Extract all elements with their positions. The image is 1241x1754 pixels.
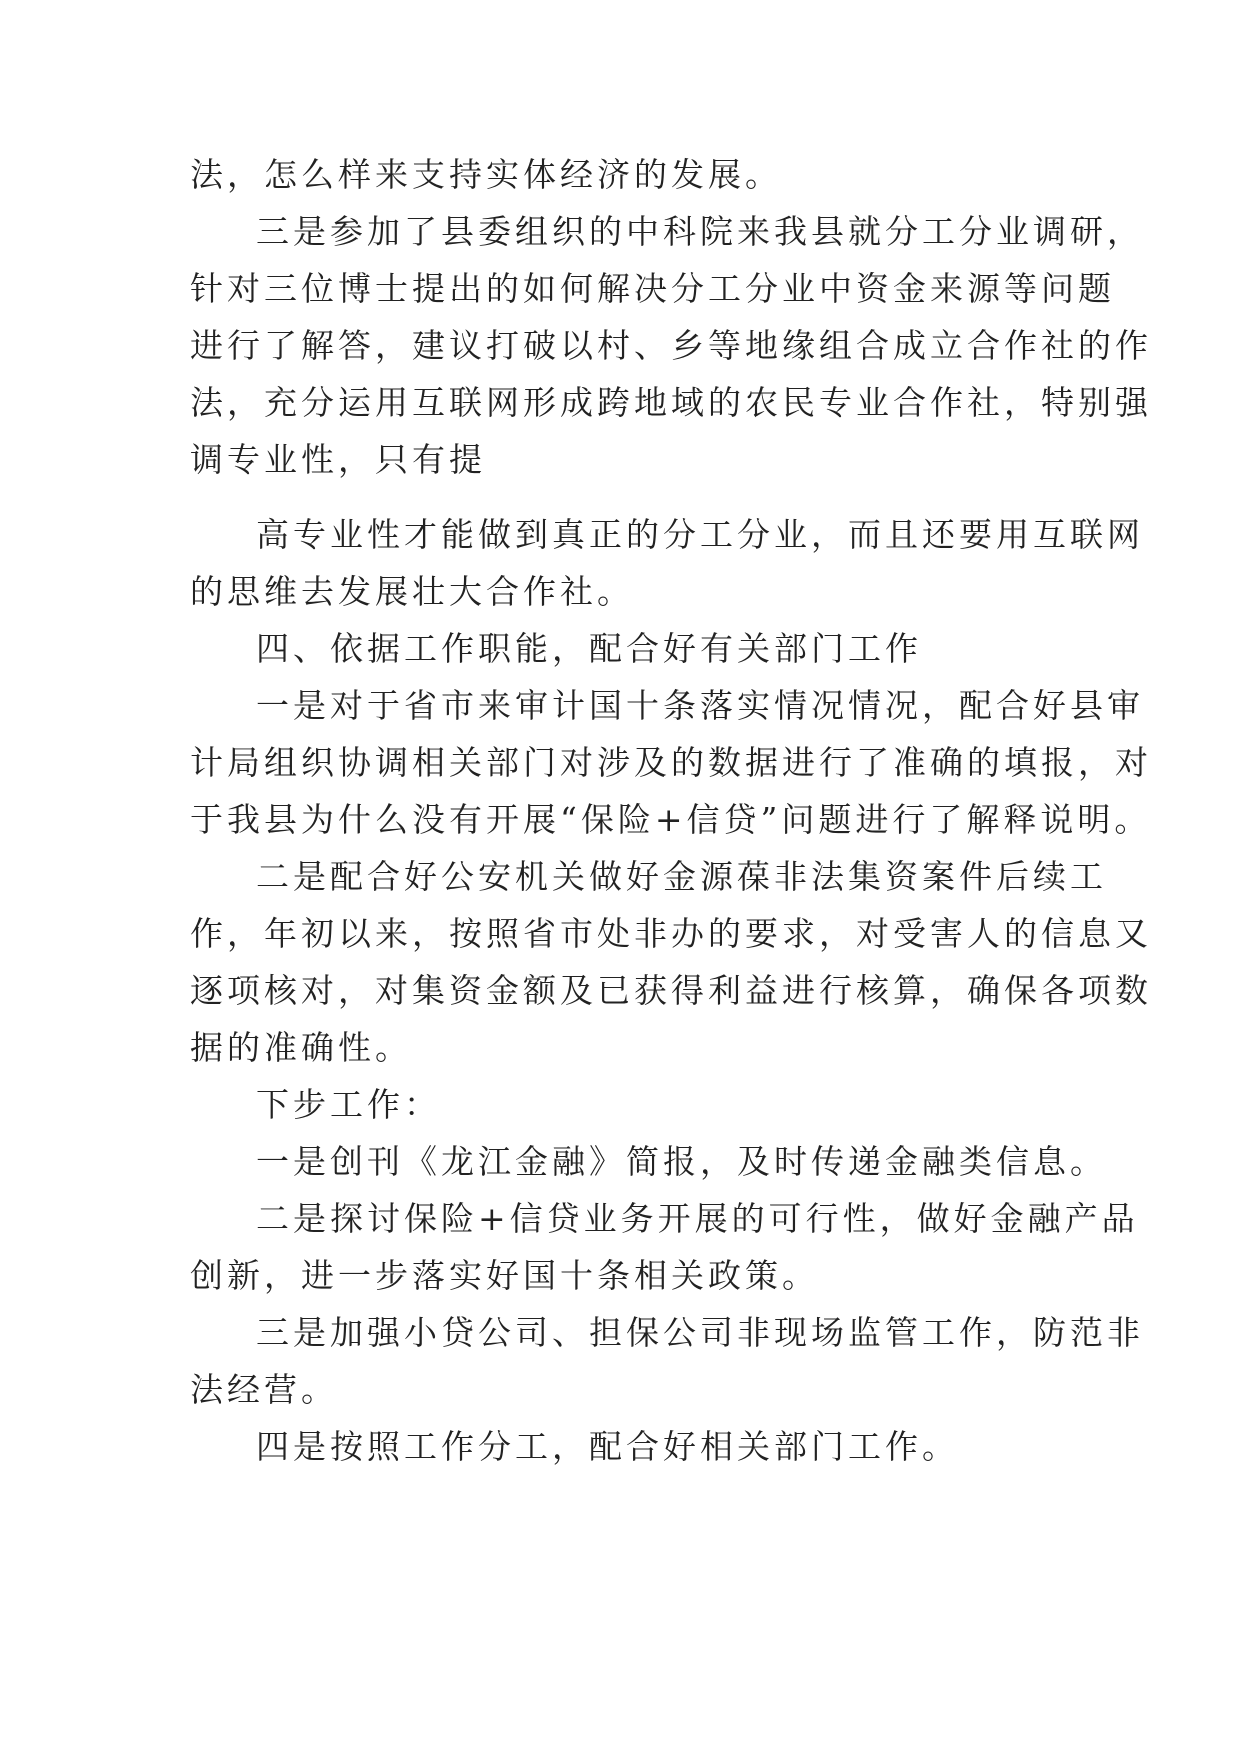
paragraph-line: 创新，进一步落实好国十条相关政策。 <box>190 1256 819 1295</box>
paragraph-line: 一是创刊《龙江金融》简报，及时传递金融类信息。 <box>256 1142 1107 1181</box>
paragraph-line: 逐项核对，对集资金额及已获得利益进行核算，确保各项数 <box>190 971 1152 1010</box>
paragraph-line: 三是参加了县委组织的中科院来我县就分工分业调研， <box>256 212 1144 251</box>
paragraph-line: 法经营。 <box>190 1370 338 1409</box>
section-heading: 下步工作： <box>256 1085 441 1124</box>
paragraph-line: 二是探讨保险+信贷业务开展的可行性，做好金融产品 <box>256 1199 1139 1238</box>
paragraph-line: 三是加强小贷公司、担保公司非现场监管工作，防范非 <box>256 1313 1144 1352</box>
paragraph-line: 于我县为什么没有开展“保险+信贷”问题进行了解释说明。 <box>190 800 1152 839</box>
paragraph-line: 据的准确性。 <box>190 1028 412 1067</box>
paragraph-line: 法，怎么样来支持实体经济的发展。 <box>190 155 782 194</box>
paragraph-line: 二是配合好公安机关做好金源葆非法集资案件后续工 <box>256 857 1107 896</box>
paragraph-line: 的思维去发展壮大合作社。 <box>190 572 634 611</box>
paragraph-line: 高专业性才能做到真正的分工分业，而且还要用互联网 <box>256 515 1144 554</box>
paragraph-line: 一是对于省市来审计国十条落实情况情况，配合好县审 <box>256 686 1144 725</box>
paragraph-line: 进行了解答，建议打破以村、乡等地缘组合成立合作社的作 <box>190 326 1152 365</box>
paragraph-line: 四是按照工作分工，配合好相关部门工作。 <box>256 1427 959 1466</box>
section-heading: 四、依据工作职能，配合好有关部门工作 <box>256 629 922 668</box>
paragraph-line: 计局组织协调相关部门对涉及的数据进行了准确的填报，对 <box>190 743 1152 782</box>
paragraph-line: 针对三位博士提出的如何解决分工分业中资金来源等问题 <box>190 269 1115 308</box>
paragraph-line: 法，充分运用互联网形成跨地域的农民专业合作社，特别强 <box>190 383 1152 422</box>
paragraph-line: 调专业性，只有提 <box>190 440 486 479</box>
paragraph-line: 作，年初以来，按照省市处非办的要求，对受害人的信息又 <box>190 914 1152 953</box>
